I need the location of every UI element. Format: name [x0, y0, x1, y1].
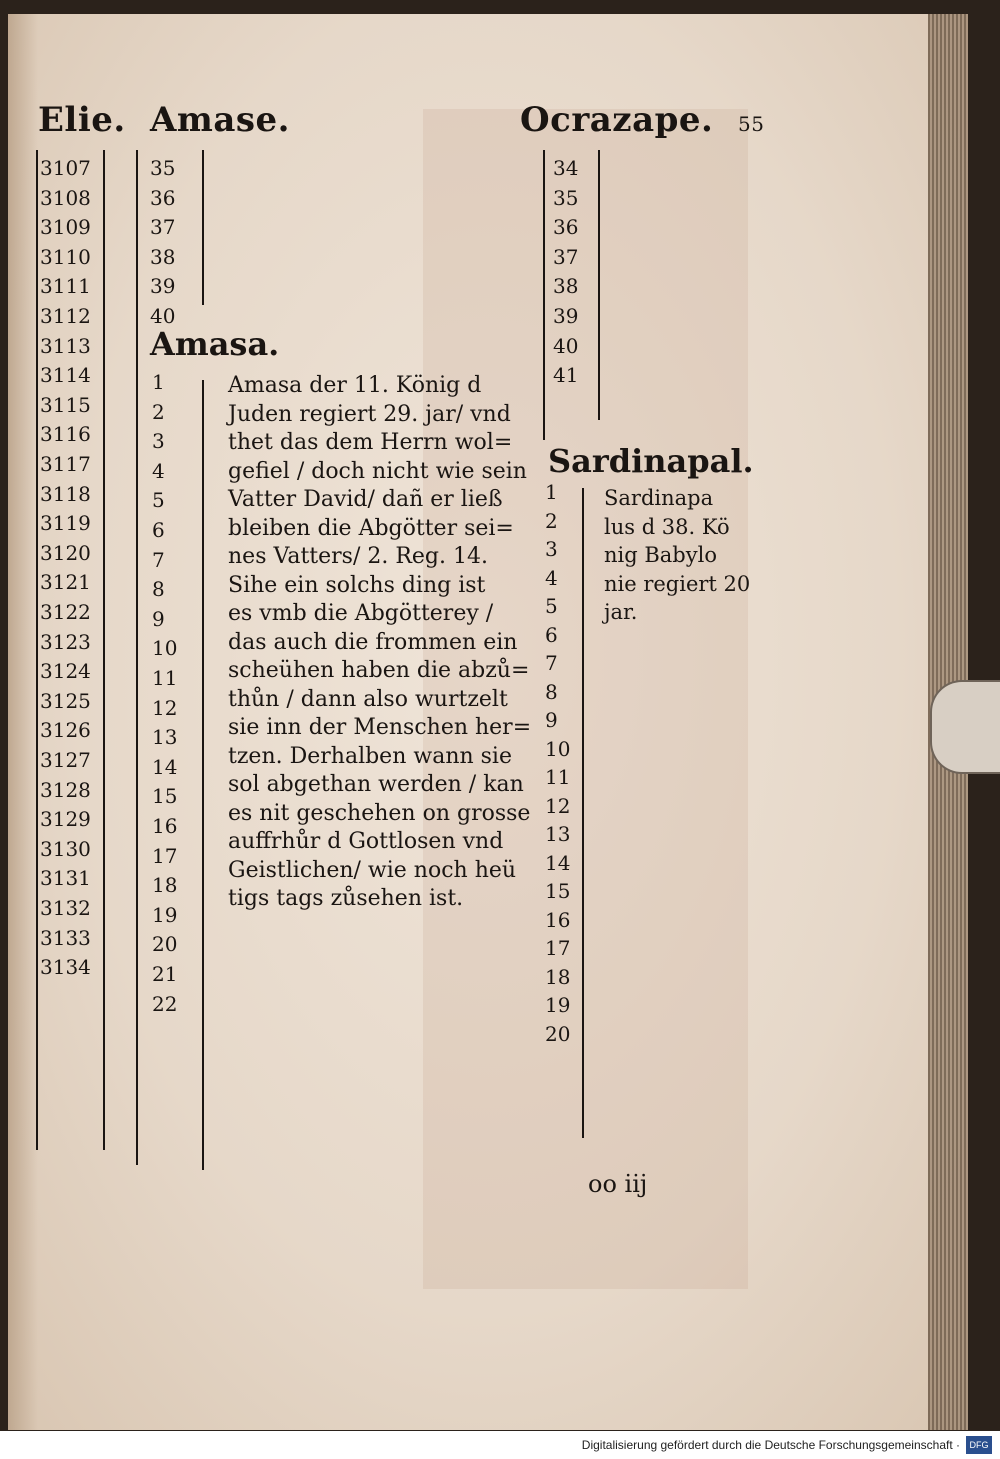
text-line: jar.	[604, 600, 638, 624]
reign-year: 18	[545, 964, 571, 989]
text-line: es nit geschehen on grosse	[228, 800, 531, 826]
reign-year: 5	[152, 488, 165, 513]
reign-year: 5	[545, 594, 558, 618]
reign-year: 9	[545, 708, 558, 732]
text-line: lus d 38. Kö	[604, 514, 730, 539]
reign-year: 10	[545, 736, 571, 761]
rule-col3a-top	[543, 150, 545, 440]
footer-bar	[0, 1431, 1000, 1459]
header-col1: Elie.	[38, 100, 126, 140]
year-number: 3115	[40, 392, 91, 417]
reign-year: 19	[152, 902, 178, 927]
reign-year: 3	[545, 537, 558, 561]
text-line: auffrhůr d Gottlosen vnd	[228, 829, 504, 854]
year-number: 3113	[40, 333, 91, 358]
reign-year: 2	[545, 508, 558, 533]
reign-year: 37	[553, 244, 579, 269]
reign-year: 21	[152, 962, 178, 986]
reign-year: 1	[545, 480, 558, 504]
reign-year: 22	[152, 991, 178, 1016]
year-number: 3124	[40, 659, 91, 684]
year-number: 3133	[40, 925, 91, 950]
year-number: 3130	[40, 836, 91, 861]
year-number: 3119	[40, 511, 91, 536]
text-line: sie inn der Menschen her=	[228, 715, 532, 740]
reign-year: 40	[553, 333, 579, 358]
page-gutter-shadow	[8, 14, 38, 1430]
reign-year: 38	[150, 244, 176, 269]
reign-year: 14	[545, 850, 571, 875]
year-number: 3123	[40, 629, 91, 654]
reign-year: 34	[553, 156, 579, 180]
reign-year: 8	[152, 577, 165, 602]
year-number: 3118	[40, 481, 91, 506]
reign-year: 13	[152, 725, 178, 750]
text-line: tigs tags zůsehen ist.	[228, 886, 464, 911]
year-number: 3125	[40, 688, 91, 713]
reign-year: 15	[545, 879, 571, 903]
year-number: 3126	[40, 718, 91, 743]
rule-col2b-top	[202, 150, 204, 305]
reign-year: 39	[553, 304, 579, 328]
reign-year: 17	[545, 936, 571, 960]
reign-year: 18	[152, 873, 178, 898]
rule-col1	[103, 150, 105, 1150]
reign-year: 16	[152, 814, 178, 838]
text-line: thet das dem Herrn wol=	[228, 430, 513, 455]
year-number: 3129	[40, 807, 91, 832]
reign-year: 41	[553, 363, 579, 388]
rule-left	[36, 150, 38, 1150]
reign-year: 36	[150, 185, 176, 210]
text-line: Sihe ein solchs ding ist	[228, 572, 486, 598]
text-line: thůn / dann also wurtzelt	[228, 686, 508, 712]
reign-year: 36	[553, 215, 579, 240]
reign-year: 1	[152, 370, 165, 394]
year-number: 3122	[40, 600, 91, 624]
rule-col2a	[136, 150, 138, 1165]
reign-year: 4	[545, 565, 558, 590]
year-number: 3110	[40, 244, 91, 269]
year-number: 3116	[40, 422, 91, 447]
book-clasp	[930, 680, 1000, 774]
year-number: 3128	[40, 777, 91, 802]
sardinapal-heading: Sardinapal.	[548, 442, 754, 480]
reign-year: 6	[545, 622, 558, 647]
text-line: das auch die frommen ein	[228, 629, 518, 655]
reign-year: 20	[545, 1021, 571, 1046]
reign-year: 12	[152, 695, 178, 720]
text-line: sol abgethan werden / kan	[228, 772, 524, 797]
reign-year: 35	[553, 185, 579, 210]
text-line: es vmb die Abgötterey /	[228, 601, 494, 626]
year-number: 3107	[40, 156, 91, 180]
reign-year: 20	[152, 932, 178, 957]
amasa-heading: Amasa.	[150, 325, 280, 363]
text-line: gefiel / doch nicht wie sein	[228, 458, 527, 484]
reign-year: 16	[545, 907, 571, 932]
year-number: 3112	[40, 304, 91, 328]
text-line: Geistlichen/ wie noch heü	[228, 857, 517, 883]
reign-year: 14	[152, 754, 178, 779]
text-line: tzen. Derhalben wann sie	[228, 743, 512, 769]
text-line: Vatter David/ dañ er ließ	[228, 487, 503, 512]
reign-year: 6	[152, 518, 165, 542]
rule-col2b	[202, 380, 204, 1170]
year-number: 3132	[40, 896, 91, 920]
reign-year: 19	[545, 993, 571, 1017]
year-number: 3114	[40, 363, 91, 388]
rule-col3-bottom	[582, 488, 584, 1138]
text-line: Amasa der 11. König d	[228, 373, 482, 398]
reign-year: 37	[150, 215, 176, 240]
reign-year: 39	[150, 274, 176, 299]
reign-year: 11	[545, 765, 571, 789]
year-number: 3127	[40, 748, 91, 772]
reign-year: 38	[553, 274, 579, 299]
year-number: 3117	[40, 452, 91, 476]
year-number: 3131	[40, 866, 91, 891]
rule-col3b-top	[598, 150, 600, 420]
footer-text: Digitalisierung gefördert durch die Deutsche Forschungsgemeinschaft ·	[581, 1438, 960, 1452]
text-line: nie regiert 20	[604, 571, 751, 596]
reign-year: 8	[545, 679, 558, 704]
year-number: 3111	[40, 274, 91, 299]
year-number: 3109	[40, 215, 91, 240]
reign-year: 40	[150, 304, 176, 328]
text-line: Sardinapa	[604, 486, 714, 510]
reign-year: 2	[152, 399, 165, 424]
reign-year: 35	[150, 156, 176, 180]
header-col3: Ocrazape.	[520, 100, 714, 140]
reign-year: 7	[152, 547, 165, 572]
year-number: 3134	[40, 955, 91, 980]
signature-mark: oo iij	[588, 1170, 648, 1198]
reign-year: 4	[152, 458, 165, 483]
reign-year: 7	[545, 651, 558, 675]
text-line: nes Vatters/ 2. Reg. 14.	[228, 544, 488, 569]
reign-year: 12	[545, 793, 571, 818]
header-col2: Amase.	[150, 100, 290, 140]
reign-year: 10	[152, 636, 178, 661]
text-line: scheühen haben die abzů=	[228, 658, 530, 683]
page-number: 55	[738, 112, 765, 136]
reign-year: 3	[152, 429, 165, 454]
reign-year: 17	[152, 843, 178, 868]
reign-year: 11	[152, 666, 178, 690]
year-number: 3108	[40, 185, 91, 210]
reign-year: 13	[545, 822, 571, 846]
text-line: Juden regiert 29. jar/ vnd	[228, 401, 511, 427]
text-line: bleiben die Abgötter sei=	[228, 515, 514, 541]
reign-year: 9	[152, 606, 165, 631]
year-number: 3121	[40, 570, 91, 595]
text-line: nig Babylo	[604, 543, 717, 567]
year-number: 3120	[40, 540, 91, 565]
dfg-logo: DFG	[966, 1436, 992, 1454]
reign-year: 15	[152, 784, 178, 809]
